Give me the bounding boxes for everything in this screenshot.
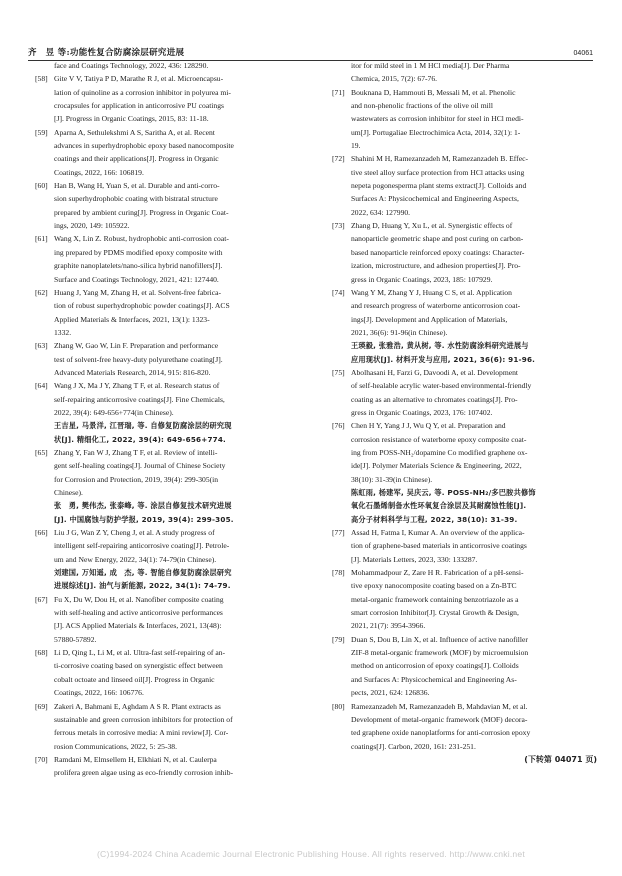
reference-number: [72] (332, 154, 345, 164)
reference-entry (35, 700, 300, 753)
reference-entry (38, 59, 300, 72)
page-number: 04061 (573, 50, 593, 57)
reference-line: ferrous metals in corrosive media: A mini review[J]. Cor- (54, 728, 229, 738)
reference-line: with self-healing and active anticorrosive performances (54, 608, 223, 618)
reference-entry (332, 86, 597, 153)
reference-line: itor for mild steel in 1 M HCl media[J]. Der Pharma (351, 61, 510, 70)
reference-number: [77] (332, 528, 345, 538)
reference-line: ings, 2020, 149: 105922. (54, 221, 130, 231)
reference-entry (332, 219, 597, 286)
reference-line: Coatings, 2022, 166: 106819. (54, 167, 144, 177)
reference-line: Han B, Wang H, Yuan S, et al. Durable and anti-corro- (54, 181, 220, 191)
reference-line: ti-corrosive coating based on synergistic effect between (54, 661, 223, 671)
reference-line: sustainable and green corrosion inhibitors for protection of (54, 714, 233, 724)
reference-number: [60] (35, 181, 48, 191)
reference-number: [64] (35, 381, 48, 391)
reference-line: Zhang W, Gao W, Lin F. Preparation and performance (54, 341, 219, 351)
reference-line: gress in Organic Coatings, 2023, 185: 107929. (351, 274, 493, 284)
reference-line: 1332. (54, 327, 72, 337)
copyright-footer: (C)1994-2024 China Academic Journal Electronic Publishing House. All rights reserved. http://www.cnki.net (97, 849, 525, 859)
left-column (35, 59, 300, 780)
reference-line: gress in Organic Coatings, 2023, 176: 107402. (351, 407, 493, 417)
reference-line: of self-healable acrylic water-based environmental-friendly (351, 381, 532, 391)
reference-number: [63] (35, 341, 48, 351)
reference-line: and research progress of waterborne anticorrosion coat- (351, 301, 521, 311)
reference-chinese-line: 王瑛毅, 张雅浩, 黄从树, 等. 水性防腐涂料研究进展与 (351, 341, 529, 351)
reference-line: Bouknana D, Hammouti B, Messali M, et al. Phenolic (351, 87, 516, 97)
reference-number: [74] (332, 287, 345, 297)
reference-line: metal-organic framework containing benzotriazole as a (351, 594, 519, 604)
reference-number: [69] (35, 701, 48, 711)
reference-entry (332, 566, 597, 633)
reference-number: [75] (332, 367, 345, 377)
reference-line: Chinese). (54, 488, 83, 497)
reference-number: [65] (35, 447, 48, 457)
reference-line: test of solvent-free heavy-duty polyurethane coating[J]. (54, 354, 223, 364)
reference-line: [J]. ACS Applied Materials & Interfaces, 2021, 13(48): (54, 621, 222, 631)
reference-entry (35, 339, 300, 379)
reference-entry (332, 152, 597, 219)
reference-entry (35, 379, 300, 446)
reference-line: Wang X, Lin Z. Robust, hydrophobic anti-corrosion coat- (54, 234, 229, 244)
reference-entry (332, 366, 597, 419)
reference-line: tion of robust superhydrophobic powder coatings[J]. ACS (54, 301, 230, 311)
reference-line: Abolhasani H, Farzi G, Davoodi A, et al. Development (351, 367, 519, 377)
reference-chinese-line: 氧化石墨烯制备水性环氧复合涂层及其耐腐蚀性能[J]. (351, 501, 527, 511)
reference-line: Zhang D, Huang Y, Xu L, et al. Synergistic effects of (351, 221, 513, 231)
reference-line: Zakeri A, Bahmani E, Aghdam A S R. Plant extracts as (54, 701, 221, 711)
reference-entry (35, 179, 300, 232)
reference-line: crocapsules for application in anticorrosive PU coatings (54, 101, 224, 111)
reference-line: Chemica, 2015, 7(2): 67-76. (351, 74, 438, 84)
reference-line: 38(10): 31-39(in Chinese). (351, 474, 433, 484)
reference-line: face and Coatings Technology, 2022, 436: 128290. (54, 61, 209, 70)
reference-line: and non-phenolic fractions of the olive oil mill (351, 101, 493, 111)
reference-entry (35, 72, 300, 125)
reference-line: Wang Y M, Zhang Y J, Huang C S, et al. Application (351, 287, 512, 297)
reference-entry (35, 232, 300, 285)
reference-line: Huang J, Yang M, Zhang H, et al. Solvent-free fabrica- (54, 287, 222, 297)
reference-chinese-line: 陈虹雨, 杨建军, 吴庆云, 等. POSS-NH₂/多巴胺共修饰 (351, 488, 536, 497)
reference-entry (332, 419, 597, 526)
reference-line: ZIF-8 metal-organic framework (MOF) by microemulsion (351, 648, 529, 658)
reference-entry (35, 646, 300, 699)
continued-note: (下转第 04071 页) (524, 754, 597, 764)
reference-line: ing from POSS-NH₂/dopamine Co modified graphene ox- (351, 447, 528, 457)
reference-line: rosion Communications, 2022, 5: 25-38. (54, 741, 177, 751)
reference-entry (35, 753, 300, 780)
reference-line: Chen H Y, Yang J J, Wu Q Y, et al. Preparation and (351, 421, 506, 431)
reference-line: Ramdani M, Elmsellem H, Elkhiati N, et al. Caulerpa (54, 754, 217, 764)
reference-number: [62] (35, 287, 48, 297)
reference-number: [73] (332, 221, 345, 231)
reference-line: Wang J X, Ma J Y, Zhang T F, et al. Research status of (54, 381, 220, 391)
reference-line: coating as an alternative to chromates coatings[J]. Pro- (351, 394, 518, 404)
reference-entry (335, 59, 597, 86)
reference-line: [J]. Progress in Organic Coatings, 2015, 83: 11-18. (54, 114, 209, 124)
reference-entry (332, 700, 597, 753)
reference-line: 2022, 634: 127990. (351, 207, 411, 217)
reference-line: Mohammadpour Z, Zare H R. Fabrication of a pH-sensi- (351, 568, 524, 578)
reference-line: Applied Materials & Interfaces, 2021, 13(1): 1323- (54, 314, 210, 324)
reference-line: prepared by ambient curing[J]. Progress in Organic Coat- (54, 207, 229, 217)
reference-line: and Surfaces A: Physicochemical and Engineering As- (351, 674, 517, 684)
reference-line: advances in superhydrophobic epoxy based nanocomposite (54, 141, 234, 151)
reference-line: Gite V V, Tatiya P D, Marathe R J, et al. Microencapsu- (54, 74, 224, 84)
reference-number: [59] (35, 127, 48, 137)
reference-line: sion superhydrophobic coating with bistratal structure (54, 194, 218, 204)
reference-line: tive epoxy nanocomposite coating based on a Zn-BTC (351, 581, 517, 591)
reference-number: [66] (35, 528, 48, 538)
reference-number: [68] (35, 648, 48, 658)
reference-number: [78] (332, 568, 345, 578)
reference-number: [61] (35, 234, 48, 244)
reference-entry (35, 526, 300, 593)
reference-line: tive steel alloy surface protection from HCl attacks using (351, 167, 525, 177)
reference-line: 57880-57892. (54, 634, 97, 644)
reference-entry (35, 126, 300, 179)
reference-chinese-line: 刘建国, 万知遥, 成 杰, 等. 智能自修复防腐涂层研究 (54, 568, 232, 578)
reference-number: [71] (332, 87, 345, 97)
reference-chinese-line: 王吉星, 马景洋, 江晋瑞, 等. 自修复防腐涂层的研究现 (54, 421, 232, 431)
reference-line: Assad H, Fatma I, Kumar A. An overview of the applica- (351, 528, 525, 538)
reference-line: corrosion resistance of waterborne epoxy composite coat- (351, 434, 527, 444)
reference-line: Coatings, 2022, 166: 106776. (54, 688, 144, 698)
reference-line: ings[J]. Development and Application of Materials, (351, 314, 508, 324)
reference-line: Duan S, Dou B, Lin X, et al. Influence of active nanofiller (351, 634, 528, 644)
running-title: 齐 昱 等:功能性复合防腐涂层研究进展 (28, 48, 185, 58)
reference-line: Li D, Qing L, Li M, et al. Ultra-fast self-repairing of an- (54, 648, 226, 658)
reference-number: [80] (332, 701, 345, 711)
reference-entry (35, 593, 300, 646)
reference-line: pects, 2021, 624: 126836. (351, 688, 430, 698)
reference-line: [J]. Materials Letters, 2023, 330: 133287. (351, 554, 478, 564)
reference-chinese-line: 张 勇, 樊伟杰, 张泰峰, 等. 涂层自修复技术研究进展 (54, 501, 232, 511)
reference-chinese-line: 应用现状[J]. 材料开发与应用, 2021, 36(6): 91-96. (351, 354, 536, 364)
reference-line: Advanced Materials Research, 2014, 915: 816-820. (54, 367, 211, 377)
reference-chinese-line: 状[J]. 精细化工, 2022, 39(4): 649-656+774. (54, 434, 226, 444)
reference-line: intelligent self-repairing anticorrosive coating[J]. Petrole- (54, 541, 230, 551)
reference-line: um and New Energy, 2022, 34(1): 74-79(in Chinese). (54, 554, 217, 564)
reference-line: prolifera green algae using as eco-friendly corrosion inhib- (54, 768, 234, 778)
reference-line: tion of graphene-based materials in anticorrosive coatings (351, 541, 527, 551)
reference-line: based nanoparticle reinforced epoxy coatings: Character- (351, 247, 525, 257)
reference-number: [79] (332, 634, 345, 644)
reference-line: ing prepared by PDMS modified epoxy composite with (54, 247, 223, 257)
reference-line: Surface and Coatings Technology, 2021, 421: 127440. (54, 274, 219, 284)
reference-line: for Corrosion and Protection, 2019, 39(4): 299-305(in (54, 474, 219, 484)
reference-entry (332, 526, 597, 566)
reference-entry (332, 633, 597, 700)
reference-entry (35, 446, 300, 526)
reference-line: 2021, 21(7): 3954-3966. (351, 621, 426, 631)
reference-line: Zhang Y, Fan W J, Zhang T F, et al. Review of intelli- (54, 447, 218, 457)
right-column (332, 59, 597, 766)
reference-line: 19. (351, 141, 361, 151)
reference-line: nepeta pogonesperma plant stems extract[J]. Colloids and (351, 181, 527, 191)
reference-line: method on anticorrosion of epoxy coatings[J]. Colloids (351, 661, 519, 671)
reference-line: coatings[J]. Carbon, 2020, 161: 231-251. (351, 741, 476, 751)
reference-line: ization, microstructure, and adhesion properties[J]. Pro- (351, 261, 521, 271)
reference-line: Development of metal-organic framework (MOF) decora- (351, 714, 528, 724)
reference-line: smart corrosion Inhibitor[J]. Crystal Growth & Design, (351, 608, 519, 618)
reference-line: wastewaters as corrosion inhibitor for steel in HCl medi- (351, 114, 524, 124)
reference-line: lation of quinoline as a corrosion inhibitor in polyurea mi- (54, 87, 231, 97)
reference-line: Aparna A, Sethulekshmi A S, Saritha A, et al. Recent (54, 127, 215, 137)
reference-number: [67] (35, 594, 48, 604)
reference-chinese-line: 进展综述[J]. 油气与新能源, 2022, 34(1): 74-79. (54, 581, 231, 591)
reference-line: Surfaces A: Physicochemical and Engineering Aspects, (351, 194, 519, 204)
reference-line: coatings and their applications[J]. Progress in Organic (54, 154, 219, 164)
reference-number: [58] (35, 74, 48, 84)
reference-line: ide[J]. Polymer Materials Science & Engineering, 2022, (351, 461, 522, 471)
reference-line: 2021, 36(6): 91-96(in Chinese). (351, 327, 448, 337)
reference-line: ted graphene oxide nanoplatforms for anti-corrosion epoxy (351, 728, 531, 738)
reference-number: [70] (35, 754, 48, 764)
reference-chinese-line: 高分子材料科学与工程, 2022, 38(10): 31-39. (351, 514, 518, 524)
reference-line: Shahini M H, Ramezanzadeh M, Ramezanzadeh B. Effec- (351, 154, 528, 164)
reference-number: [76] (332, 421, 345, 431)
reference-line: Ramezanzadeh M, Ramezanzadeh B, Mahdavian M, et al. (351, 701, 528, 711)
reference-line: um[J]. Portugaliae Electrochimica Acta, 2014, 32(1): 1- (351, 127, 521, 137)
reference-chinese-line: [J]. 中国腐蚀与防护学报, 2019, 39(4): 299-305. (54, 514, 234, 524)
reference-line: cobalt octoate and linseed oil[J]. Progress in Organic (54, 674, 215, 684)
reference-line: 2022, 39(4): 649-656+774(in Chinese). (54, 407, 174, 417)
reference-line: self-repairing anticorrosive coatings[J]. Fine Chemicals, (54, 394, 225, 404)
reference-line: nanoparticle geometric shape and post curing on carbon- (351, 234, 524, 244)
reference-line: Liu J G, Wan Z Y, Cheng J, et al. A study progress of (54, 528, 215, 538)
reference-line: Fu X, Du W, Dou H, et al. Nanofiber composite coating (54, 594, 224, 604)
reference-line: gent self-healing coatings[J]. Journal of Chinese Society (54, 461, 226, 471)
reference-entry (332, 286, 597, 366)
reference-line: graphite nanoplatelets/nano-silica hybrid nanofillers[J]. (54, 261, 223, 271)
reference-entry (35, 286, 300, 339)
